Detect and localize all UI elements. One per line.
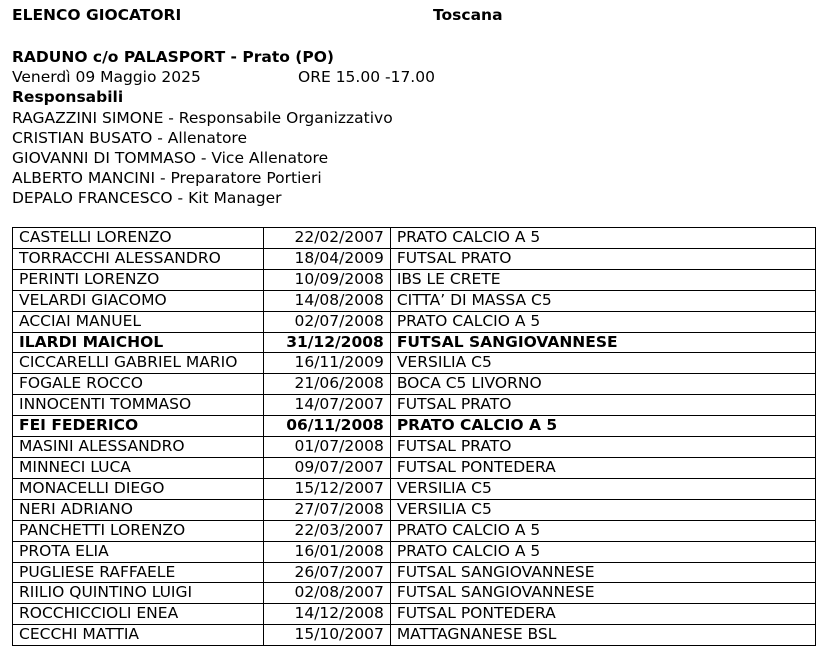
player-club: MATTAGNANESE BSL [390, 625, 815, 646]
player-club: VERSILIA C5 [390, 499, 815, 520]
player-club: FUTSAL PONTEDERA [390, 604, 815, 625]
player-name: MINNECI LUCA [13, 457, 264, 478]
player-club: IBS LE CRETE [390, 269, 815, 290]
player-name: VELARDI GIACOMO [13, 290, 264, 311]
event-date: Venerdì 09 Maggio 2025 [12, 68, 201, 87]
player-club: FUTSAL PRATO [390, 248, 815, 269]
player-name: MONACELLI DIEGO [13, 478, 264, 499]
player-club: BOCA C5 LIVORNO [390, 374, 815, 395]
staff-member: CRISTIAN BUSATO - Allenatore [12, 128, 247, 147]
player-dob: 18/04/2009 [263, 248, 390, 269]
player-name: CASTELLI LORENZO [13, 228, 264, 249]
event-time: ORE 15.00 -17.00 [298, 68, 435, 87]
player-dob: 01/07/2008 [263, 437, 390, 458]
player-dob: 26/07/2007 [263, 562, 390, 583]
players-table-body [13, 228, 816, 646]
player-club: PRATO CALCIO A 5 [390, 228, 815, 249]
table-row [13, 374, 816, 395]
player-name: PERINTI LORENZO [13, 269, 264, 290]
player-name: ROCCHICCIOLI ENEA [13, 604, 264, 625]
player-dob: 14/08/2008 [263, 290, 390, 311]
table-row [13, 290, 816, 311]
player-name: PUGLIESE RAFFAELE [13, 562, 264, 583]
table-row [13, 353, 816, 374]
staff-heading: Responsabili [12, 88, 124, 107]
player-name: CECCHI MATTIA [13, 625, 264, 646]
document-title: ELENCO GIOCATORI [12, 6, 182, 24]
player-dob: 14/12/2008 [263, 604, 390, 625]
player-dob: 22/02/2007 [263, 228, 390, 249]
table-row [13, 541, 816, 562]
player-club: PRATO CALCIO A 5 [390, 520, 815, 541]
player-name: CICCARELLI GABRIEL MARIO [13, 353, 264, 374]
player-name: FEI FEDERICO [13, 416, 264, 437]
player-dob: 10/09/2008 [263, 269, 390, 290]
staff-member: GIOVANNI DI TOMMASO - Vice Allenatore [12, 149, 329, 168]
player-club: FUTSAL SANGIOVANNESE [390, 583, 815, 604]
player-name: RIILIO QUINTINO LUIGI [13, 583, 264, 604]
table-row [13, 478, 816, 499]
player-name: NERI ADRIANO [13, 499, 264, 520]
player-dob: 31/12/2008 [263, 332, 390, 353]
player-dob: 15/12/2007 [263, 478, 390, 499]
player-dob: 21/06/2008 [263, 374, 390, 395]
player-name: ACCIAI MANUEL [13, 311, 264, 332]
table-row [13, 248, 816, 269]
player-name: MASINI ALESSANDRO [13, 437, 264, 458]
player-club: PRATO CALCIO A 5 [390, 541, 815, 562]
table-row [13, 604, 816, 625]
table-row [13, 416, 816, 437]
player-dob: 14/07/2007 [263, 395, 390, 416]
table-row [13, 625, 816, 646]
player-dob: 02/07/2008 [263, 311, 390, 332]
player-club: FUTSAL SANGIOVANNESE [390, 332, 815, 353]
table-row [13, 228, 816, 249]
table-row [13, 395, 816, 416]
table-row [13, 311, 816, 332]
player-club: PRATO CALCIO A 5 [390, 311, 815, 332]
region-label: Toscana [433, 6, 503, 24]
player-name: TORRACCHI ALESSANDRO [13, 248, 264, 269]
player-name: INNOCENTI TOMMASO [13, 395, 264, 416]
player-name: PROTA ELIA [13, 541, 264, 562]
player-club: VERSILIA C5 [390, 353, 815, 374]
player-club: FUTSAL PRATO [390, 437, 815, 458]
players-table [12, 227, 816, 646]
event-info [12, 47, 435, 209]
player-dob: 27/07/2008 [263, 499, 390, 520]
event-schedule [12, 67, 435, 87]
table-row [13, 583, 816, 604]
table-row [13, 332, 816, 353]
player-club: FUTSAL SANGIOVANNESE [390, 562, 815, 583]
player-name: ILARDI MAICHOL [13, 332, 264, 353]
player-name: FOGALE ROCCO [13, 374, 264, 395]
table-row [13, 457, 816, 478]
player-dob: 06/11/2008 [263, 416, 390, 437]
player-name: PANCHETTI LORENZO [13, 520, 264, 541]
player-club: FUTSAL PONTEDERA [390, 457, 815, 478]
event-title: RADUNO c/o PALASPORT - Prato (PO) [12, 48, 334, 66]
table-row [13, 499, 816, 520]
player-dob: 16/11/2009 [263, 353, 390, 374]
player-club: VERSILIA C5 [390, 478, 815, 499]
table-row [13, 562, 816, 583]
player-club: PRATO CALCIO A 5 [390, 416, 815, 437]
table-row [13, 437, 816, 458]
player-dob: 16/01/2008 [263, 541, 390, 562]
staff-member: DEPALO FRANCESCO - Kit Manager [12, 189, 282, 208]
player-club: FUTSAL PRATO [390, 395, 815, 416]
player-dob: 02/08/2007 [263, 583, 390, 604]
player-dob: 09/07/2007 [263, 457, 390, 478]
table-row [13, 520, 816, 541]
player-dob: 22/03/2007 [263, 520, 390, 541]
staff-member: RAGAZZINI SIMONE - Responsabile Organizzativo [12, 108, 393, 127]
player-club: CITTA’ DI MASSA C5 [390, 290, 815, 311]
staff-member: ALBERTO MANCINI - Preparatore Portieri [12, 169, 322, 188]
player-dob: 15/10/2007 [263, 625, 390, 646]
table-row [13, 269, 816, 290]
